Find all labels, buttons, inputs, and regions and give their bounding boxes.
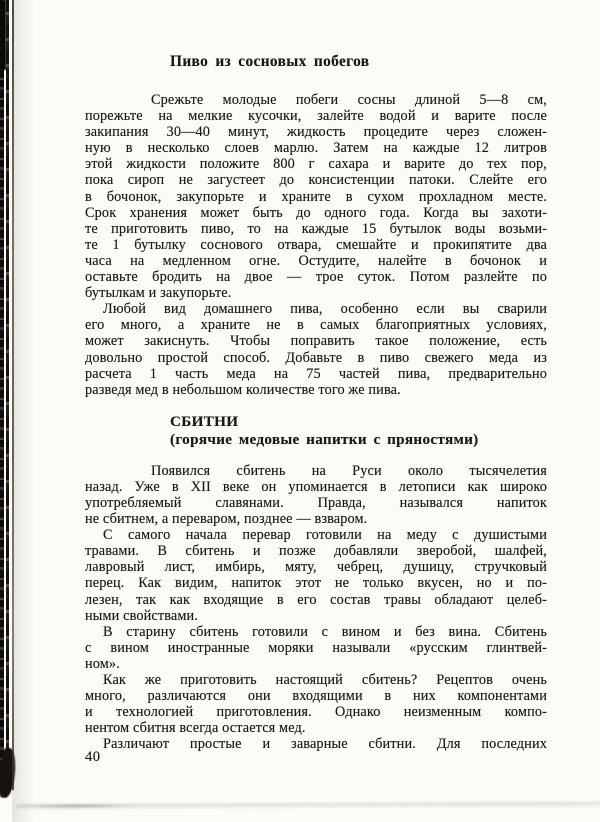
scan-gutter-artifact — [0, 0, 40, 822]
text-line: нентом сбитня всегда остается мед. — [85, 720, 306, 737]
gutter-stripe — [0, 0, 4, 793]
text-line: Срок хранения может быть до одного года. Когда вы захоти- — [85, 204, 547, 221]
text-line: С самого начала перевар готовили на меду с душистыми — [103, 527, 547, 544]
text-line: бутылкам и закупорьте. — [85, 285, 232, 302]
text-line: ном». — [85, 655, 120, 672]
paragraph — [85, 301, 547, 398]
section-heading-subtitle: (горячие медовые напитки с пряностями) — [170, 431, 479, 449]
text-line: те приготовить пиво, то на каждые 15 бутылок воды возьми- — [85, 220, 547, 237]
text-line: употребляемый славянами. Правда, назывался напиток — [85, 494, 547, 511]
page-content — [85, 52, 547, 752]
text-line: часа на медленном огне. Остудите, налейте в бочонок и — [85, 252, 547, 269]
gutter-ink-blob — [0, 747, 18, 798]
text-line: пока сироп не загустеет до консистенции патоки. Слейте его — [85, 172, 547, 189]
text-line: ную в несколько слоев марлю. Затем на каждые 12 литров — [85, 140, 547, 157]
text-line: этой жидкости положите 800 г сахара и варите до тех пор, — [85, 156, 547, 173]
text-line: Различают простые и заварные сбитни. Для последних — [103, 736, 547, 753]
text-line: Появился сбитень на Руси около тысячелетия — [151, 462, 547, 479]
text-line: в бочонок, закупорьте и храните в сухом прохладном месте. — [85, 188, 547, 205]
text-line: не сбитнем, а переваром, позднее — взваром. — [85, 511, 368, 528]
paragraph — [85, 463, 547, 527]
text-line: лавровый лист, имбирь, мяту, чебрец, душицу, стручковый — [85, 559, 547, 576]
text-line: те 1 бутылку соснового отвара, смешайте и прокипятите два — [85, 236, 547, 253]
text-line: ными свойствами. — [85, 607, 199, 624]
page-number: 40 — [85, 749, 101, 765]
paragraph — [85, 672, 547, 736]
text-line: перец. Как видим, напиток этот не только вкусен, но и по- — [85, 575, 547, 592]
text-line: расчета 1 часть меда на 75 частей пива, предварительно — [85, 365, 547, 382]
page-bottom-edge-shadow — [16, 802, 600, 811]
section-heading-title: СБИТНИ — [170, 412, 239, 430]
text-line: Любой вид домашнего пива, особенно если вы сварили — [103, 301, 547, 318]
paragraph — [85, 736, 547, 752]
text-line: лезен, так как входящие в его состав травы обладают целеб- — [85, 591, 547, 608]
text-line: оставьте бродить на двое — трое суток. Потом разлейте по — [85, 269, 547, 286]
text-line: закипания 30—40 минут, жидкость процедите через сложен- — [85, 124, 547, 141]
paragraph — [85, 92, 547, 301]
text-line: травами. В сбитень и позже добавляли зверобой, шалфей, — [85, 543, 547, 560]
section-heading — [85, 413, 547, 450]
text-line: довольно простой способ. Добавьте в пиво свежего меда из — [85, 349, 547, 366]
gutter-stripe — [6, 0, 9, 794]
text-line: может закиснуть. Чтобы поправить такое положение, есть — [85, 333, 547, 350]
text-line: разведя мед в небольшом количестве того же пива. — [85, 381, 401, 398]
paragraph — [85, 527, 547, 624]
text-line: с вином иностранные моряки называли «русским глинтвей- — [85, 639, 547, 656]
gutter-shadow — [12, 0, 38, 822]
text-line: В старину сбитень готовили с вином и без вина. Сбитень — [103, 623, 547, 640]
page-title: Пиво из сосновых побегов — [170, 53, 370, 70]
text-line: много, различаются они входящими в них компонентами — [85, 688, 547, 705]
text-line: Как же приготовить настоящий сбитень? Рецептов очень — [103, 672, 547, 688]
paragraph — [85, 624, 547, 672]
gutter-stripe — [12, 0, 14, 790]
gutter-stripe-top — [0, 0, 6, 70]
text-line: порежьте на мелкие кусочки, залейте водой и варите после — [85, 108, 547, 125]
text-line: Срежьте молодые побеги сосны длиной 5—8 см, — [151, 92, 547, 108]
text-line: назад. Уже в XII веке он упоминается в летописи как широко — [85, 478, 547, 495]
text-line: и технологией приготовления. Однако неизменным компо- — [85, 704, 547, 721]
text-line: его много, а храните не в самых благоприятных условиях, — [85, 317, 547, 334]
